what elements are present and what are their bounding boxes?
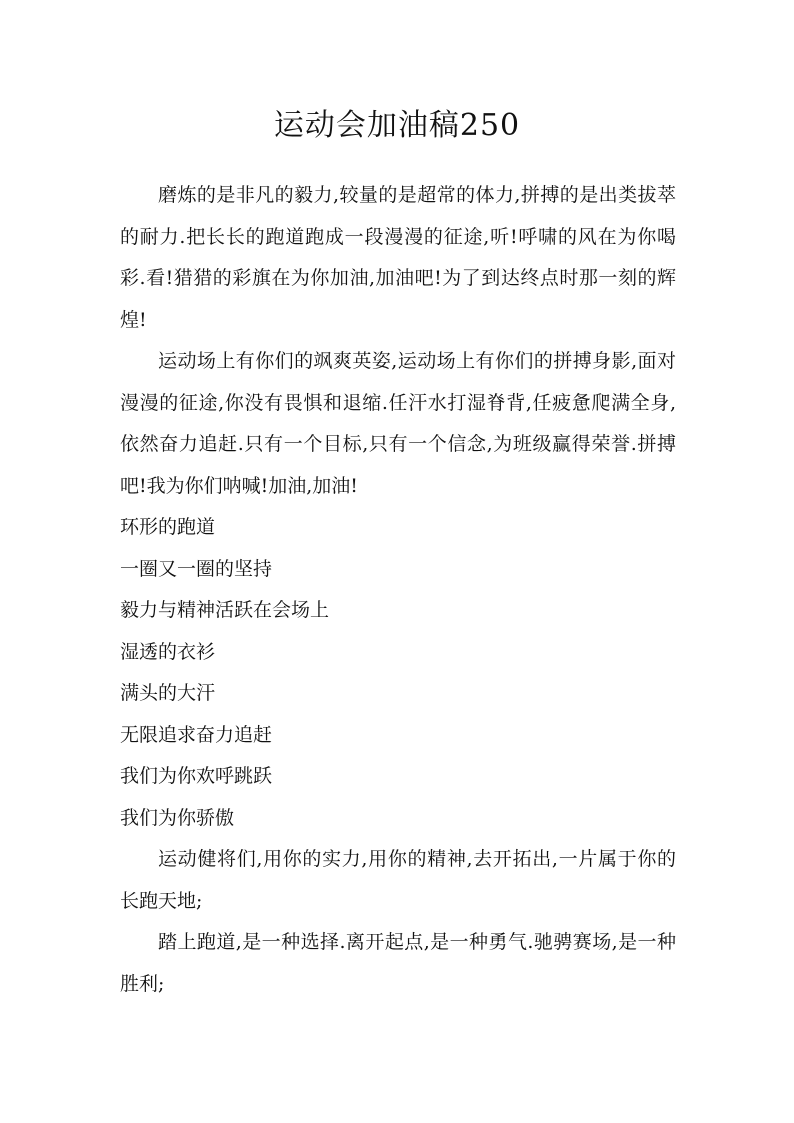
paragraph: 踏上跑道,是一种选择.离开起点,是一种勇气.驰骋赛场,是一种胜利; [120,931,676,995]
document-body [120,175,676,1005]
poem-line: 我们为你骄傲 [120,806,235,829]
paragraph: 磨炼的是非凡的毅力,较量的是超常的体力,拼搏的是出类拔萃的耐力.把长长的跑道跑成一段漫漫的征途,听!呼啸的风在为你喝彩.看!猎猎的彩旗在为你加油,加油吧!为了到达终点时那一刻的辉煌! [120,184,676,331]
poem-line: 环形的跑道 [120,516,216,538]
poem-line: 湿透的衣衫 [120,640,216,663]
poem-line: 毅力与精神活跃在会场上 [120,599,330,621]
document-title: 运动会加油稿250 [273,108,521,143]
paragraph: 运动场上有你们的飒爽英姿,运动场上有你们的拼搏身影,面对漫漫的征途,你没有畏惧和退缩.任汗水打湿脊背,任疲惫爬满全身,依然奋力追赶.只有一个目标,只有一个信念,为班级赢得荣誉.拼搏吧!我为你们呐喊!加油,加油! [120,350,676,497]
poem-line: 满头的大汗 [120,682,216,704]
poem-line: 无限追求奋力追赶 [120,723,273,746]
poem-line: 一圈又一圈的坚持 [120,557,273,580]
paragraph: 运动健将们,用你的实力,用你的精神,去开拓出,一片属于你的长跑天地; [120,848,676,912]
poem-line: 我们为你欢呼跳跃 [120,765,273,787]
